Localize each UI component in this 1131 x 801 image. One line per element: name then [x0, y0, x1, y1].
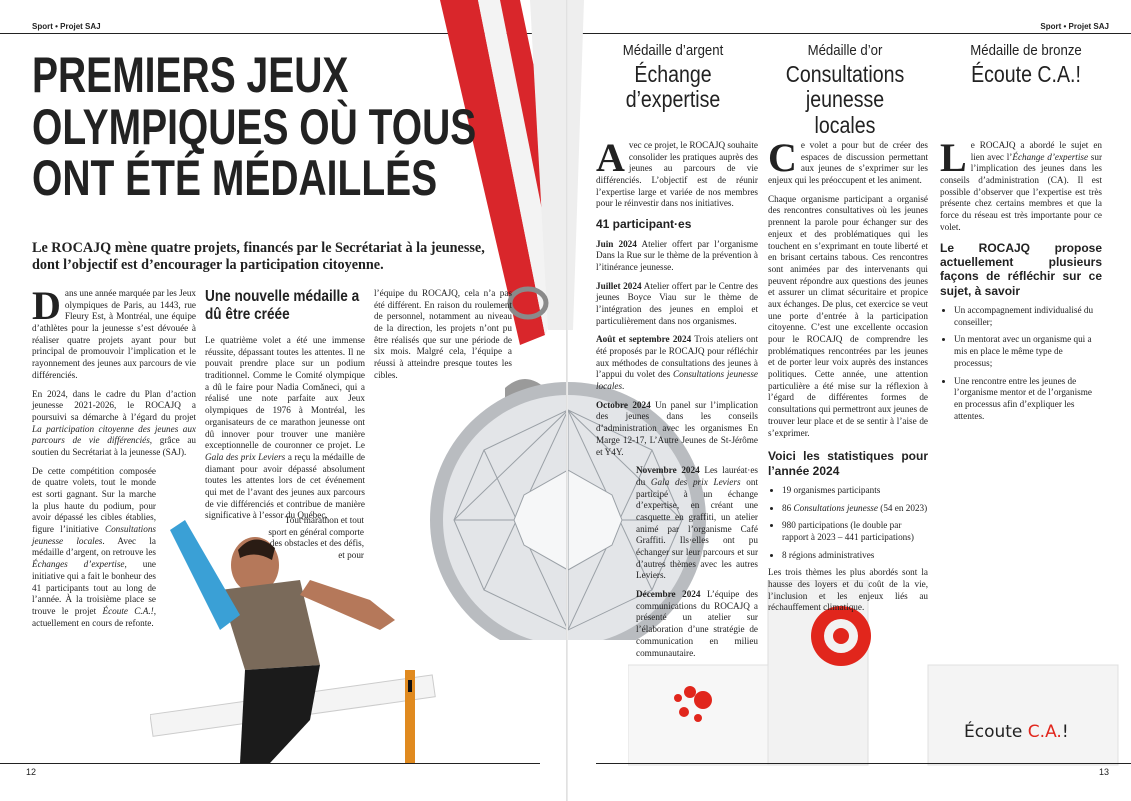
paragraph: ans une année marquée par les Jeux olympiques de Paris, au 1443, rue Fleury Est, à Montréal, une équipe d’athlètes pour la jeunesse s’est dévouée à réaliser quatre projets ayant pour but principal de promouvoir l’implication et le rayonnement des jeunes aux parcours de vie différenciés.	[32, 288, 197, 380]
entry-italic: Gala des prix Leviers	[650, 476, 741, 487]
article-column-1	[32, 283, 197, 636]
silver-column	[596, 135, 758, 666]
header-rule	[568, 33, 1131, 34]
entry-date: Novembre 2024	[636, 465, 700, 476]
medal-kind: Médaille d’or	[807, 42, 883, 59]
stat-item	[782, 520, 928, 543]
entry-date: Octobre 2024	[596, 399, 651, 410]
medal-kind: Médaille d’argent	[622, 42, 724, 59]
stat-item	[782, 550, 928, 562]
stat-text: (54 en 2023)	[877, 502, 928, 513]
list-item: • Une rencontre entre les jeunes de l’organisme mentor et de l’organisme en processus afin d’expliquer les attentes.	[954, 376, 1102, 423]
drop-cap: A	[596, 135, 625, 180]
stat-text: 86	[782, 502, 794, 513]
medal-name: Échange d’expertise	[625, 61, 721, 113]
article-column-2	[205, 335, 365, 529]
stat-item	[782, 485, 928, 497]
page-number: 12	[26, 767, 37, 777]
timeline-entry	[596, 281, 758, 328]
timeline-entry	[596, 465, 758, 582]
entry-text: L’équipe des communications du ROCAJQ a présenté un atelier sur l’élaboration d’une stratégie de communication en milieu communautaire.	[636, 589, 758, 658]
running-head: Sport • Projet SAJ	[1040, 22, 1109, 31]
page-number: 13	[1098, 767, 1109, 777]
paragraph: De cette compétition composée de quatre volets, tout le monde est sorti gagnant. Sur la marche la plus haute du podium, pour avoir dépassé les cibles établies, figure l’initiative Consultations jeunesse locales. Avec la médaille d’argent, on retrouve les Échanges d’expertise, une initiative qui a fait le bonheur des 41 participants tout au long de l’année. À la troisième place se trouve le projet Écoute C.A.!, actuellement en cours de refonte.	[32, 465, 156, 628]
entry-text: Trois ateliers ont été proposés par le ROCAJQ pour réfléchir aux méthodes de consultations des jeunes à l’appui du volet des	[596, 334, 758, 380]
paragraph: Le quatrième volet a été une immense réussite, dépassant toutes les attentes. Il ne pouvait prendre place sur un podium traditionnel. Comme le Comité olympique a dû le faire pour Nadia Comăneci, qui a réalisé une note parfaite aux Jeux olympiques de 1976 à Montréal, les organisateurs de ce marathon jeunesse ont dû innover pour trouver une manière exceptionnelle de couronner ce projet. Le Gala des prix Leviers a reçu la médaille de diamant pour avoir dépassé absolument toutes les attentes lors de cet événement qui met de l’avant des jeunes aux parcours de vie différenciés et contribue de manière significative à l’essor du Québec.	[205, 335, 365, 521]
paragraph: Tout marathon et tout sport en général comporte des obstacles et des défis, et pour	[268, 515, 364, 561]
bronze-column	[940, 135, 1102, 428]
drop-cap: L	[940, 135, 967, 180]
paragraph: En 2024, dans le cadre du Plan d’action jeunesse 2021-2026, le ROCAJQ a poursuivi sa démarche à l’égard du projet La participation citoyenne des jeunes aux parcours de vie différenciés, grâce au soutien du Secrétariat à la jeunesse (SAJ).	[32, 388, 196, 457]
stat-italic: Consultations jeunesse	[793, 502, 878, 513]
stat-text: 980 participations (le double par rapport à 2023 – 441 participations)	[782, 520, 914, 543]
right-page	[568, 0, 1131, 801]
paragraph: l’équipe du ROCAJQ, cela n’a pas été différent. En raison du roulement de personnel, notamment au niveau de la direction, les projets n’ont pu être réalisés que sur une période de six mois. Malgré cela, l’équipe a réussi à atteindre presque toutes les cibles.	[374, 288, 512, 380]
medal-header-silver	[598, 42, 748, 113]
medal-name: Consultations jeunesse locales	[785, 61, 905, 138]
running-head: Sport • Projet SAJ	[32, 22, 101, 31]
headline: PREMIERS JEUX OLYMPIQUES OÙ TOUS ONT ÉTÉ MÉDAILLÉS	[32, 47, 477, 206]
entry-text: Un panel sur l’implication des jeunes dans les conseils d’administration avec les organismes En Marge 12-17, L’Autre Jeunes de St-Jérôme et Y4Y.	[596, 399, 758, 457]
medal-header-gold	[760, 42, 930, 138]
timeline-entry	[596, 239, 758, 274]
drop-cap: C	[768, 135, 797, 180]
entry-date: Juillet 2024	[596, 280, 642, 291]
footer-rule	[596, 763, 1131, 764]
medal-name: Écoute C.A.!	[971, 61, 1081, 87]
stats-list	[768, 485, 928, 561]
timeline-entry	[596, 334, 758, 392]
entry-text: ont participé à un échange d’expertise, en créant une casquette en graffiti, un atelier animé par l’organisme Café Graffiti. Ils·elles ont pu échanger sur leur parcours et sur d’autres thèmes avec les autres Leviers.	[636, 476, 758, 581]
timeline-entry	[596, 400, 758, 458]
paragraph: Chaque organisme participant a organisé des rencontres consultatives où les jeunes prennent la parole pour échanger sur des enjeux et des problématiques qui les touchent en s’exprimant en toute liberté et en brisant certains tabous. Ces rencontres sont animées par des intervenants qui peuvent répondre aux questions des jeunes et assurer un climat sécuritaire et propice aux échanges. De plus, cet exercice se veut une porte d’entrée à la participation citoyenne. C’est une excellente occasion pour le ROCAJQ de comprendre les problématiques rencontrées par les jeunes et de porter leur voix auprès des instances politiques. Cette année, une attention particulière a été mise sur la réflexion à l’égard de différentes formes de consultations qui permettront aux jeunes de trouver leur place et de se sentir à l’aise de s’exprimer.	[768, 193, 928, 438]
footer-rule	[0, 763, 540, 764]
section-heading: Une nouvelle médaille a dû être créée	[205, 288, 360, 324]
podium-sign: Écoute C.A.!	[964, 722, 1069, 742]
entry-text: Atelier offert par l’organisme Dans la Rue sur le thème de la prévention à l’itinérance jeunesse.	[596, 238, 758, 272]
list-item: • Un accompagnement individualisé du conseiller;	[954, 305, 1102, 328]
paragraph: Les trois thèmes les plus abordés sont la hausse des loyers et du coût de la vie, l’inclusion et les enjeux liés au réchauffement climatique.	[768, 567, 928, 613]
paragraph: Le ROCAJQ a abordé le sujet en lien avec l’Échange d’expertise sur l’implication des jeunes dans les conseils d’administration (CA). Il est possible d’observer que l’expertise est très présente chez certains membres et que la force du réseau est très importante pour ce volet.	[940, 135, 1102, 232]
medal-header-bronze	[946, 42, 1106, 87]
entry-text: Les lauréat·es du	[636, 465, 758, 487]
list-item: • Un mentorat avec un organisme qui a mis en place le même type de processus;	[954, 334, 1102, 369]
paragraph: Ce volet a pour but de créer des espaces de discussion permettant aux jeunes de s’exprimer sur les enjeux qui les préoccupent et les animent.	[768, 135, 928, 186]
paragraph: Avec ce projet, le ROCAJQ souhaite consolider les pratiques auprès des jeunes au parcours de vie différenciés. L’objectif est de réunir l’expertise large et variée de nos membres pour le réinvestir dans nos initiatives.	[596, 135, 758, 209]
stat-text: 19 organismes participants	[782, 484, 881, 495]
entry-text: .	[622, 381, 625, 392]
stat-text: 8 régions administratives	[782, 549, 875, 560]
article-column-3	[374, 288, 512, 389]
lead-paragraph: Le ROCAJQ mène quatre projets, financés par le Secrétariat à la jeunesse, dont l’objectif est d’encourager la participation citoyenne.	[32, 240, 485, 273]
stat-item	[782, 503, 928, 515]
entry-italic: Consultations jeunesse locales	[596, 369, 758, 392]
timeline-entry	[596, 589, 758, 659]
entry-text: Atelier offert par le Centre des jeunes Boyce Viau sur le thème de l’intégration des jeunes en emploi et particulièrement dans nos organismes.	[596, 280, 758, 326]
entry-date: Décembre 2024	[636, 589, 701, 600]
drop-cap: D	[32, 283, 61, 328]
entry-date: Juin 2024	[596, 238, 637, 249]
section-heading: 41 participant·es	[596, 217, 692, 232]
medal-kind: Médaille de bronze	[970, 42, 1082, 59]
entry-date: Août et septembre 2024	[596, 334, 692, 345]
section-heading: Voici les statistiques pour l’année 2024	[768, 449, 928, 478]
gold-column	[768, 135, 928, 621]
section-heading: Le ROCAJQ propose actuellement plusieurs façons de réfléchir sur ce sujet, à savoir	[940, 240, 1102, 298]
bullet-list	[940, 305, 1102, 422]
